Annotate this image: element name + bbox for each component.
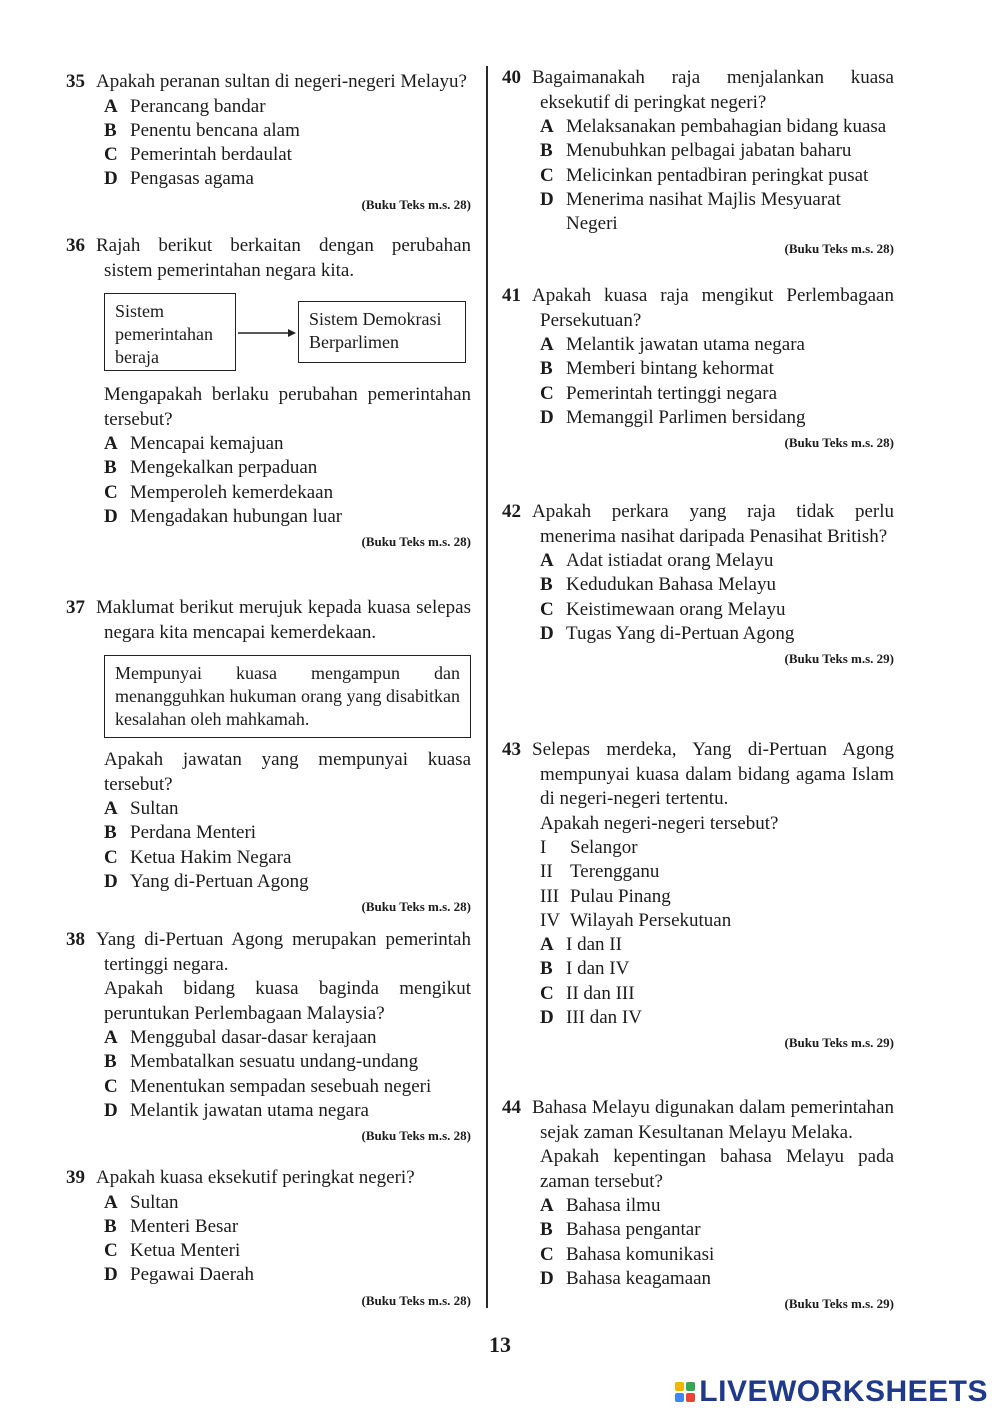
question-number: 40 xyxy=(502,67,521,88)
question-number: 41 xyxy=(502,285,521,306)
statement-item: III Pulau Pinang xyxy=(540,885,671,907)
option-a[interactable]: A Bahasa ilmu xyxy=(540,1195,661,1216)
option-c[interactable]: C Melicinkan pentadbiran peringkat pusat xyxy=(540,164,869,186)
diagram-box-to: Sistem Demokrasi Berparlimen xyxy=(298,301,466,363)
question-43 xyxy=(502,738,894,1053)
page-number: 13 xyxy=(489,1332,511,1357)
question-stem: Rajah berikut berkaitan dengan perubahan sistem pemerintahan negara kita. xyxy=(96,235,471,281)
option-a[interactable]: A Perancang bandar xyxy=(104,95,266,117)
option-c[interactable]: C Pemerintah berdaulat xyxy=(104,144,292,166)
option-d[interactable]: D Memanggil Parlimen bersidang xyxy=(540,406,806,428)
option-b[interactable]: B Bahasa pengantar xyxy=(540,1219,701,1241)
option-b[interactable]: B Kedudukan Bahasa Melayu xyxy=(540,574,776,596)
option-b[interactable]: B Membatalkan sesuatu undang-undang xyxy=(104,1051,419,1073)
question-prompt: Apakah negeri-negeri tersebut? xyxy=(540,812,779,834)
question-stem: Bagaimanakah raja menjalankan kuasa eksekutif di peringkat negeri? xyxy=(532,67,894,113)
question-stem: Bahasa Melayu digunakan dalam pemerintahan sejak zaman Kesultanan Melayu Melaka. xyxy=(532,1097,894,1143)
option-c[interactable]: C Memperoleh kemerdekaan xyxy=(104,481,334,503)
textbook-reference: (Buku Teks m.s. 28) xyxy=(361,534,471,550)
question-number: 42 xyxy=(502,501,521,522)
question-44 xyxy=(502,1096,894,1314)
question-stem: Maklumat berikut merujuk kepada kuasa selepas negara kita mencapai kemerdekaan. xyxy=(96,597,471,643)
option-a[interactable]: A Menggubal dasar-dasar kerajaan xyxy=(104,1027,377,1048)
question-35 xyxy=(66,70,471,215)
textbook-reference: (Buku Teks m.s. 29) xyxy=(784,1296,894,1312)
option-c[interactable]: C Keistimewaan orang Melayu xyxy=(540,598,786,620)
option-d[interactable]: D Menerima nasihat Majlis Mesyuarat Negeri xyxy=(540,188,841,235)
question-prompt: Apakah bidang kuasa baginda mengikut peruntukan Perlembagaan Malaysia? xyxy=(104,978,471,1024)
option-b[interactable]: B Memberi bintang kehormat xyxy=(540,358,774,380)
arrow-right-icon xyxy=(238,328,296,338)
option-b[interactable]: B Perdana Menteri xyxy=(104,822,257,844)
question-prompt: Apakah kepentingan bahasa Melayu pada zaman tersebut? xyxy=(540,1146,894,1192)
question-number: 38 xyxy=(66,929,85,950)
option-d[interactable]: D Yang di-Pertuan Agong xyxy=(104,870,309,892)
question-stem: Apakah perkara yang raja tidak perlu menerima nasihat daripada Penasihat British? xyxy=(532,501,894,547)
column-divider xyxy=(486,66,488,1308)
option-b[interactable]: B Menubuhkan pelbagai jabatan baharu xyxy=(540,140,852,162)
option-c[interactable]: C Pemerintah tertinggi negara xyxy=(540,382,778,404)
logo-text: LIVEWORKSHEETS xyxy=(699,1375,988,1408)
textbook-reference: (Buku Teks m.s. 28) xyxy=(361,899,471,915)
flow-diagram xyxy=(104,293,471,373)
textbook-reference: (Buku Teks m.s. 28) xyxy=(784,435,894,451)
question-39 xyxy=(66,1166,471,1311)
option-b[interactable]: B I dan IV xyxy=(540,958,630,980)
option-a[interactable]: A I dan II xyxy=(540,934,622,956)
question-prompt: Apakah jawatan yang mempunyai kuasa tersebut? xyxy=(104,749,471,795)
option-c[interactable]: C Ketua Menteri xyxy=(104,1240,241,1262)
question-number: 36 xyxy=(66,235,85,256)
info-box: Mempunyai kuasa mengampun dan menangguhkan hukuman orang yang disabitkan kesalahan oleh mahkamah. xyxy=(104,655,471,738)
question-number: 43 xyxy=(502,739,521,760)
question-number: 35 xyxy=(66,71,85,92)
statement-item: I Selangor xyxy=(540,837,638,858)
option-a[interactable]: A Sultan xyxy=(104,1191,179,1213)
option-a[interactable]: A Melantik jawatan utama negara xyxy=(540,334,805,355)
option-d[interactable]: D III dan IV xyxy=(540,1007,642,1029)
option-d[interactable]: D Mengadakan hubungan luar xyxy=(104,505,343,527)
question-stem: Apakah peranan sultan di negeri-negeri Melayu? xyxy=(96,71,467,92)
question-number: 44 xyxy=(502,1097,521,1118)
question-38 xyxy=(66,928,471,1146)
option-d[interactable]: D Pegawai Daerah xyxy=(104,1264,254,1286)
textbook-reference: (Buku Teks m.s. 28) xyxy=(361,1292,471,1308)
option-b[interactable]: B Menteri Besar xyxy=(104,1215,239,1237)
option-a[interactable]: A Sultan xyxy=(104,798,179,819)
option-c[interactable]: C II dan III xyxy=(540,982,635,1004)
question-42 xyxy=(502,500,894,669)
option-a[interactable]: A Melaksanakan pembahagian bidang kuasa xyxy=(540,116,887,137)
textbook-reference: (Buku Teks m.s. 29) xyxy=(784,1035,894,1051)
liveworksheets-logo[interactable] xyxy=(675,1375,988,1409)
option-b[interactable]: B Penentu bencana alam xyxy=(104,119,300,141)
option-c[interactable]: C Bahasa komunikasi xyxy=(540,1243,715,1265)
option-a[interactable]: A Mencapai kemajuan xyxy=(104,433,284,454)
textbook-reference: (Buku Teks m.s. 29) xyxy=(784,651,894,667)
question-number: 37 xyxy=(66,597,85,618)
option-b[interactable]: B Mengekalkan perpaduan xyxy=(104,457,318,479)
question-number: 39 xyxy=(66,1167,85,1188)
question-stem: Apakah kuasa eksekutif peringkat negeri? xyxy=(96,1167,415,1188)
statement-item: IV Wilayah Persekutuan xyxy=(540,909,732,931)
textbook-reference: (Buku Teks m.s. 28) xyxy=(784,241,894,257)
textbook-reference: (Buku Teks m.s. 28) xyxy=(361,1128,471,1144)
option-a[interactable]: A Adat istiadat orang Melayu xyxy=(540,550,774,571)
diagram-box-from: Sistem pemerintahan beraja xyxy=(104,293,236,371)
question-36 xyxy=(66,234,471,552)
question-40 xyxy=(502,66,894,259)
question-41 xyxy=(502,284,894,453)
option-d[interactable]: D Tugas Yang di-Pertuan Agong xyxy=(540,622,795,644)
option-d[interactable]: D Melantik jawatan utama negara xyxy=(104,1099,369,1121)
question-prompt: Mengapakah berlaku perubahan pemerintahan tersebut? xyxy=(104,384,471,430)
question-stem: Selepas merdeka, Yang di-Pertuan Agong mempunyai kuasa dalam bidang agama Islam di negeri-negeri tertentu. xyxy=(532,739,894,809)
option-c[interactable]: C Menentukan sempadan sesebuah negeri xyxy=(104,1075,432,1097)
option-c[interactable]: C Ketua Hakim Negara xyxy=(104,846,292,868)
question-37 xyxy=(66,596,471,917)
textbook-reference: (Buku Teks m.s. 28) xyxy=(361,196,471,212)
statement-item: II Terengganu xyxy=(540,861,660,883)
option-d[interactable]: D Bahasa keagamaan xyxy=(540,1267,712,1289)
logo-squares-icon xyxy=(675,1382,695,1402)
question-stem: Apakah kuasa raja mengikut Perlembagaan Persekutuan? xyxy=(532,285,894,331)
question-stem: Yang di-Pertuan Agong merupakan pemerintah tertinggi negara. xyxy=(96,929,471,975)
option-d[interactable]: D Pengasas agama xyxy=(104,168,254,190)
